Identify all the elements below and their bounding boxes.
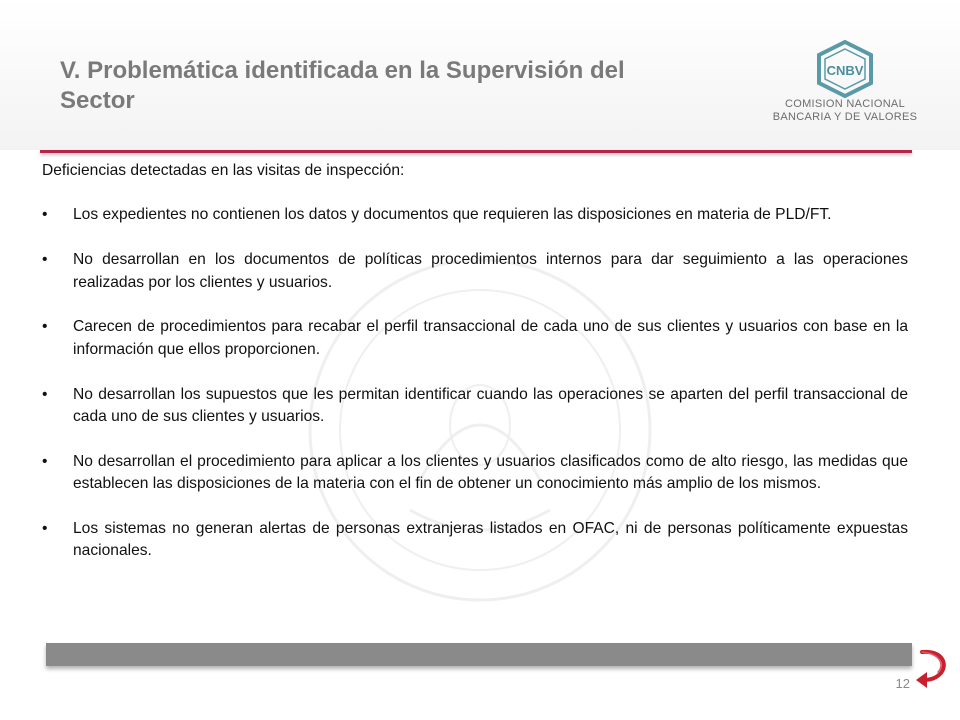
intro-text: Deficiencias detectadas en las visitas de inspección: (42, 162, 405, 179)
list-item (42, 249, 908, 294)
bullet-icon: • (42, 318, 48, 336)
main-content (42, 160, 908, 563)
return-arrow-icon[interactable] (914, 646, 950, 690)
list-item (42, 204, 908, 226)
logo-line-2: BANCARIA Y DE VALORES (772, 111, 918, 123)
bullet-icon: • (42, 251, 48, 269)
bullet-icon: • (42, 206, 48, 224)
list-item-text: Los sistemas no generan alertas de personas extranjeras listados en OFAC, ni de personas políticamente expuestas nacionales. (73, 520, 908, 560)
page-number: 12 (895, 676, 910, 691)
list-item (42, 384, 908, 429)
bullet-icon: • (42, 452, 48, 470)
list-item-text: No desarrollan el procedimiento para aplicar a los clientes y usuarios clasificados como de alto riesgo, las medidas que establecen las disposiciones de la materia con el fin de obtener un conocimiento más amplio de los mismos. (73, 452, 908, 493)
bullet-icon: • (42, 520, 48, 538)
deficiency-list (42, 204, 908, 562)
title-divider (40, 150, 912, 153)
list-item-text: Los expedientes no contienen los datos y documentos que requieren las disposiciones en materia de PLD/FT. (73, 206, 832, 224)
list-item-text: No desarrollan en los documentos de políticas procedimientos internos para dar seguimiento a las operaciones realizadas por los clientes y usuarios. (73, 251, 908, 291)
logo-mark-text: CNBV (826, 63, 864, 78)
list-item-text: No desarrollan los supuestos que les permitan identificar cuando las operaciones se aparten del perfil transaccional de cada uno de sus clientes y usuarios. (73, 385, 908, 426)
cnbv-logo (770, 40, 920, 140)
page-title: V. Problemática identificada en la Supervisión del Sector (60, 57, 625, 114)
list-item-text: Carecen de procedimientos para recabar el perfil transaccional de cada uno de sus clientes y usuarios con base en la información que ellos proporcionen. (73, 318, 908, 358)
list-item (42, 316, 908, 361)
bullet-icon: • (42, 385, 48, 403)
logo-caption (770, 98, 920, 124)
footer-bar (46, 643, 912, 666)
list-item (42, 451, 908, 496)
cnbv-hexagon-icon (770, 40, 920, 100)
logo-line-1: COMISION NACIONAL (784, 98, 905, 110)
list-item (42, 518, 908, 563)
